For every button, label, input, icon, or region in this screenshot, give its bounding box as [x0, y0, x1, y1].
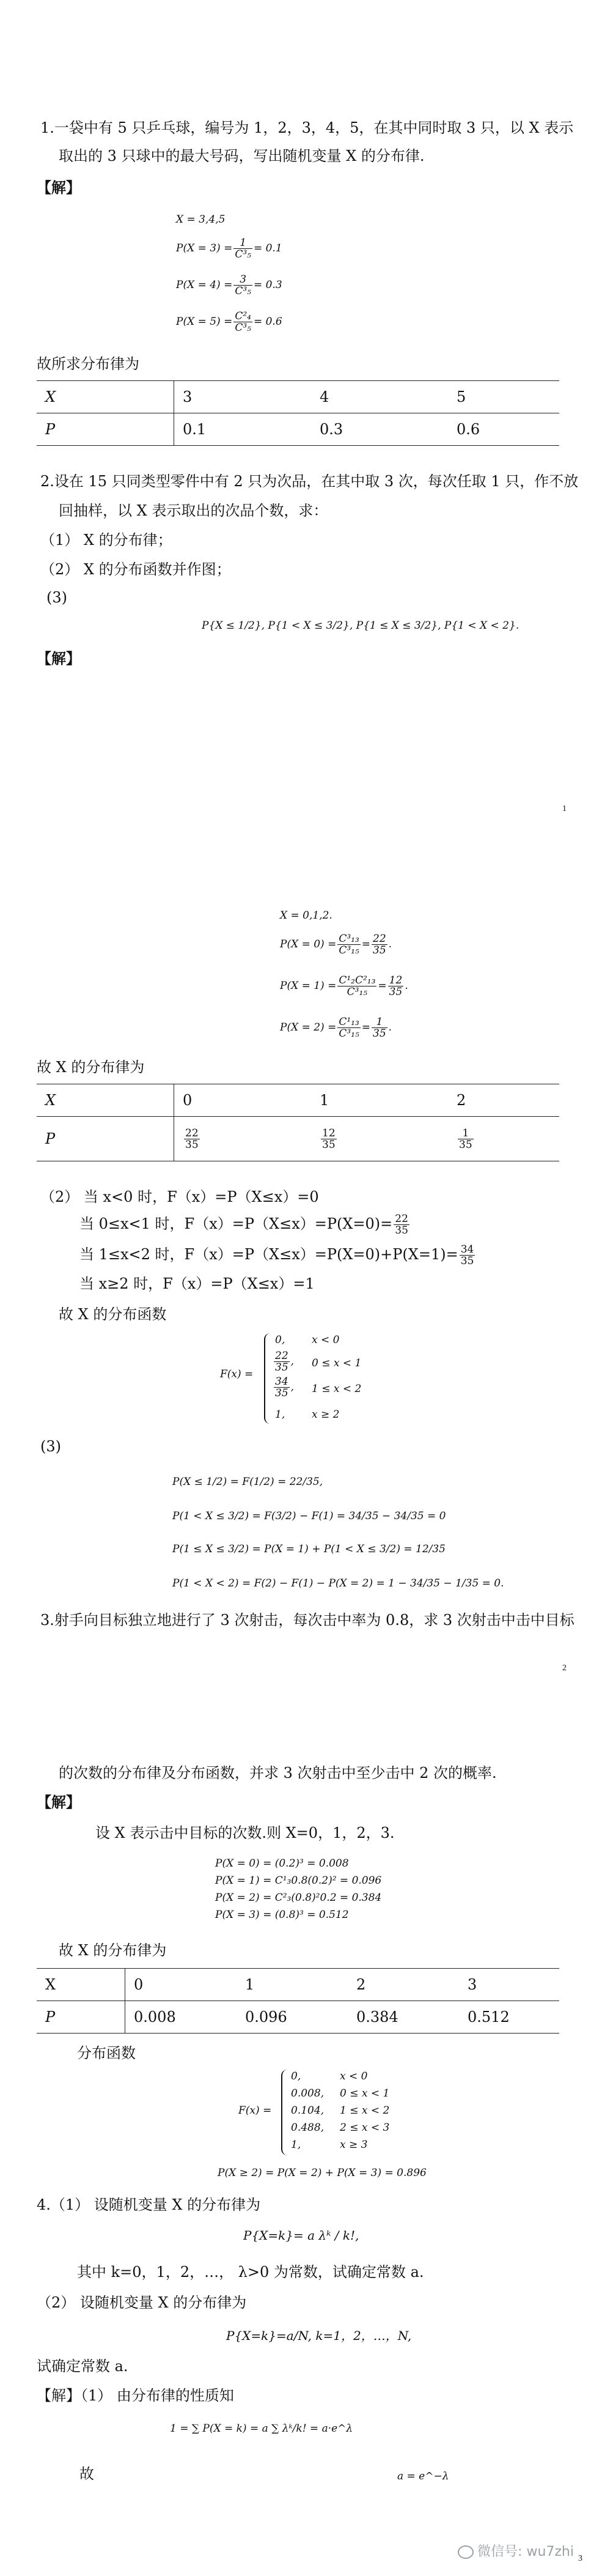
table-row	[37, 1084, 559, 1117]
text-line: 故	[79, 2465, 94, 2482]
table-cell: P	[37, 413, 174, 446]
math-line: 0.008,	[291, 2087, 325, 2100]
table-cell: P	[37, 1117, 174, 1161]
table-cell: 1	[311, 1084, 448, 1117]
math-line: P(X = 1) = C¹₃0.8(0.2)² = 0.096	[215, 1875, 382, 1887]
math-line: P(1 < X < 2) = F(2) − F(1) − P(X = 2) = 1 − 34/35 − 1/35 = 0.	[172, 1577, 504, 1590]
math-line: x ≥ 3	[340, 2139, 368, 2151]
table-cell: 4	[311, 381, 448, 413]
solution-label: 【解】	[37, 179, 81, 196]
text-line: 当 0≤x<1 时，F（x）=P（X≤x）=P(X=0)= $\frac{22}{35}$	[79, 1213, 408, 1237]
table-cell: 0.6	[448, 413, 559, 446]
table-cell: X	[37, 1969, 125, 2001]
math-line: P(X = 1) = $\frac{\text{C¹₂C²₁₃}}{\text{C³₁₅}}$ = $\frac{12}{35}$ .	[280, 974, 408, 998]
math-line: $\frac{22}{35}$ ,	[275, 1350, 295, 1374]
solution-label: 【解】	[37, 1793, 81, 1811]
watermark	[458, 2541, 574, 2560]
text-line: （2） 当 x<0 时，F（x）=P（X≤x）=0	[40, 1188, 319, 1205]
math-line: 0,	[275, 1334, 285, 1346]
math-line: P(1 < X ≤ 3/2) = F(3/2) − F(1) = 34/35 − 34/35 = 0	[172, 1510, 446, 1522]
table-cell: 0.512	[459, 2001, 559, 2034]
text-line: 其中 k=0，1，2，…， λ>0 为常数，试确定常数 a.	[77, 2263, 424, 2281]
text-line: 【解】（1） 由分布律的性质知	[37, 2387, 234, 2404]
math-line: P(X = 5) = $\frac{\text{C²₄}}{\text{C³₅}}$ = 0.6	[176, 310, 282, 334]
page-number: 2	[562, 1664, 567, 1673]
text-line: 当 1≤x<2 时，F（x）=P（X≤x）=P(X=0)+P(X=1)= $\frac{34}{35}$	[79, 1243, 474, 1267]
q4-part2: （2） 设随机变量 X 的分布律为	[37, 2294, 247, 2311]
math-line: $\frac{34}{35}$ ,	[275, 1375, 295, 1399]
distribution-table	[37, 1084, 559, 1161]
q3-line2: 的次数的分布律及分布函数，并求 3 次射击中至少击中 2 次的概率.	[59, 1764, 497, 1782]
table-cell: 3	[174, 381, 312, 413]
table-cell: 2	[448, 1084, 559, 1117]
distribution-table	[37, 1968, 559, 2034]
table-cell: $\frac{1}{35}$	[448, 1117, 559, 1161]
text-line: 故 X 的分布函数	[59, 1306, 167, 1323]
table-cell: 0.384	[348, 2001, 459, 2034]
math-line: 1 ≤ x < 2	[340, 2104, 390, 2117]
law-label: 故 X 的分布律为	[37, 1059, 145, 1076]
math-line: 1,	[291, 2139, 301, 2151]
math-line: P(X = 0) = $\frac{\text{C³₁₃}}{\text{C³₁₅}}$ = $\frac{22}{35}$ .	[280, 933, 392, 957]
math-line: x < 0	[312, 1334, 340, 1346]
math-line: 0 ≤ x < 1	[340, 2087, 390, 2100]
math-line: x ≥ 2	[312, 1408, 340, 1421]
table-row	[37, 413, 559, 446]
wechat-icon	[458, 2545, 474, 2559]
table-cell: 0	[174, 1084, 312, 1117]
table-cell: X	[37, 1084, 174, 1117]
law-label: 故 X 的分布律为	[59, 1942, 167, 1959]
math-line: X = 0,1,2.	[280, 909, 332, 922]
page-1	[0, 0, 591, 850]
table-cell: P	[37, 2001, 125, 2034]
math-line: P(X = 3) = $\frac{1}{\text{C³₅}}$ = 0.1	[176, 237, 282, 261]
page-number: 1	[562, 804, 567, 813]
law-label: 故所求分布律为	[37, 355, 139, 372]
math-line: 0.104,	[291, 2104, 325, 2117]
table-cell: 0.008	[125, 2001, 237, 2034]
text-line: 分布函数	[77, 2045, 136, 2062]
q2-line2: 回抽样，以 X 表示取出的次品个数，求：	[59, 502, 328, 519]
table-cell: 5	[448, 381, 559, 413]
table-row	[37, 2001, 559, 2034]
math-line: 0,	[291, 2070, 301, 2082]
page-2	[0, 850, 591, 1712]
watermark-text: 微信号: wu7zhi	[477, 2544, 574, 2559]
solution-label: 【解】	[37, 650, 81, 667]
text-line: 当 x≥2 时，F（x）=P（X≤x）=1	[79, 1275, 315, 1292]
page-number: 3	[578, 2554, 582, 2563]
table-cell: 2	[348, 1969, 459, 2001]
math-line: a = e^−λ	[397, 2470, 449, 2482]
distribution-table	[37, 380, 559, 446]
math-line: P(X = 2) = $\frac{\text{C¹₁₃}}{\text{C³₁₅}}$ = $\frac{1}{35}$ .	[280, 1016, 392, 1040]
table-cell: X	[37, 381, 174, 413]
q4-line1: 4.（1） 设随机变量 X 的分布律为	[37, 2196, 261, 2213]
piecewise-brace	[281, 2070, 288, 2155]
math-line: 1 ≤ x < 2	[312, 1383, 362, 1395]
page-3	[0, 1712, 591, 2576]
table-row	[37, 1969, 559, 2001]
table-cell: 0.3	[311, 413, 448, 446]
math-line: P(X ≥ 2) = P(X = 2) + P(X = 3) = 0.896	[218, 2167, 427, 2179]
text-line: 设 X 表示击中目标的次数.则 X=0，1，2，3.	[95, 1824, 395, 1841]
math-line: x < 0	[340, 2070, 368, 2082]
table-cell: 0.1	[174, 413, 312, 446]
math-line: P{X=k}=a/N, k=1，2，…，N,	[226, 2328, 412, 2343]
table-cell: 0.096	[237, 2001, 348, 2034]
math-line: P(X = 2) = C²₃(0.8)²0.2 = 0.384	[215, 1892, 382, 1904]
q2-part3: (3)	[46, 589, 67, 606]
math-line: 0.488,	[291, 2122, 325, 2134]
math-line: 1 = ∑ P(X = k) = a ∑ λᵏ/k! = a·e^λ	[170, 2422, 353, 2435]
math-line: 0 ≤ x < 1	[312, 1357, 362, 1369]
math-line: F(x) =	[238, 2104, 272, 2117]
q1-line1: 1.一袋中有 5 只乒乓球，编号为 1，2，3，4，5，在其中同时取 3 只，以 X 表示	[40, 119, 574, 136]
q2-part1: （1） X 的分布律；	[40, 531, 172, 549]
table-cell: 3	[459, 1969, 559, 2001]
math-line: X = 3,4,5	[176, 213, 226, 226]
q2-line1: 2.设在 15 只同类型零件中有 2 只为次品，在其中取 3 次，每次任取 1 只，作不放	[40, 473, 579, 490]
piecewise-brace	[264, 1333, 271, 1424]
q2-part2: （2） X 的分布函数并作图；	[40, 561, 231, 578]
q1-line2: 取出的 3 只球中的最大号码，写出随机变量 X 的分布律.	[59, 147, 425, 165]
text-line: 试确定常数 a.	[37, 2358, 128, 2375]
table-cell: $\frac{12}{35}$	[311, 1117, 448, 1161]
table-row	[37, 381, 559, 413]
q3-line1: 3.射手向目标独立地进行了 3 次射击，每次击中率为 0.8，求 3 次射击中击中目标	[40, 1612, 574, 1629]
math-line: P(X = 3) = (0.8)³ = 0.512	[215, 1909, 349, 1921]
table-row	[37, 1117, 559, 1161]
math-line: P{X ≤ 1/2}, P{1 < X ≤ 3/2}, P{1 ≤ X ≤ 3/2}, P{1 < X < 2}.	[202, 620, 519, 632]
table-cell: 1	[237, 1969, 348, 2001]
table-cell: 0	[125, 1969, 237, 2001]
math-line: P(X = 0) = (0.2)³ = 0.008	[215, 1857, 349, 1870]
math-line: P{X=k}= a λᵏ / k!,	[243, 2228, 359, 2243]
math-line: F(x) =	[220, 1368, 254, 1380]
math-line: 2 ≤ x < 3	[340, 2122, 390, 2134]
table-cell: $\frac{22}{35}$	[174, 1117, 312, 1161]
math-line: 1,	[275, 1408, 285, 1421]
math-line: P(X = 4) = $\frac{3}{\text{C³₅}}$ = 0.3	[176, 273, 282, 297]
math-line: P(1 ≤ X ≤ 3/2) = P(X = 1) + P(1 < X ≤ 3/2) = 12/35	[172, 1543, 446, 1555]
text-line: (3)	[40, 1438, 61, 1455]
math-line: P(X ≤ 1/2) = F(1/2) = 22/35,	[172, 1476, 323, 1488]
